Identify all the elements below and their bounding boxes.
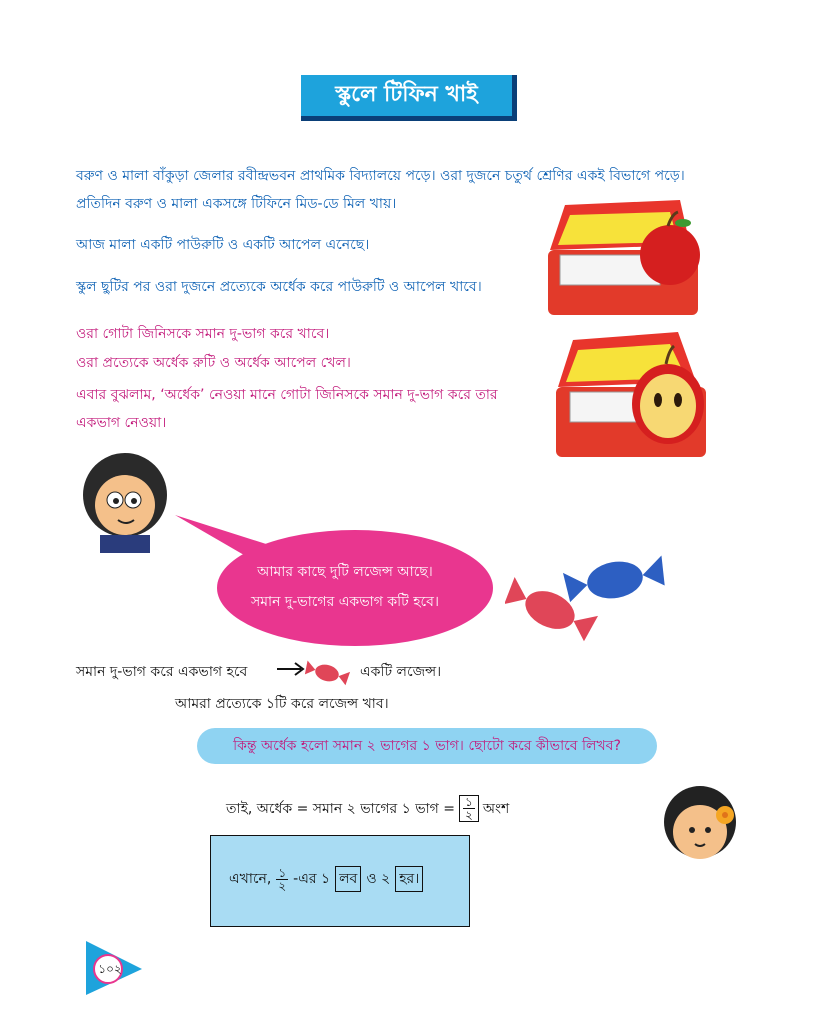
definition-mid-2: ও ২	[366, 871, 391, 887]
lunchbox-half-apple-illustration	[548, 322, 718, 467]
denominator-term-box: হর।	[395, 866, 423, 892]
definition-fraction	[276, 867, 288, 892]
magenta-line-2: ওরা প্রত্যেকে অর্ধেক রুটি ও অর্ধেক আপেল খেল।	[76, 355, 351, 371]
magenta-line-1: ওরা গোটা জিনিসকে সমান দু-ভাগ করে খাবে।	[76, 326, 330, 342]
definition-denominator: ২	[278, 878, 287, 893]
candies-illustration	[505, 550, 685, 650]
answer-line-2: আমরা প্রত্যেকে ১টি করে লজেন্স খাব।	[175, 696, 389, 712]
fraction-numerator: ১	[463, 796, 475, 809]
intro-line-2: প্রতিদিন বরুণ ও মালা একসঙ্গে টিফিনে মিড-ডে মিল খায়।	[76, 196, 397, 212]
page-number: ১০২	[98, 962, 122, 976]
magenta-line-4: একভাগ নেওয়া।	[76, 415, 167, 431]
fraction-denominator: ২	[465, 808, 473, 822]
magenta-line-3: এবার বুঝলাম, ‘অর্ধেক’ নেওয়া মানে গোটা জিনিসকে সমান দু-ভাগ করে তার	[76, 387, 498, 403]
boy-character-illustration	[70, 445, 180, 555]
girl-character-illustration	[655, 780, 750, 875]
bubble-line-2: সমান দু-ভাগের একভাগ কটি হবে।	[251, 594, 439, 610]
definition-box	[210, 835, 470, 927]
arrow-candy-icon	[275, 655, 353, 687]
answer-part-1: সমান দু-ভাগ করে একভাগ হবে	[76, 664, 248, 680]
definition-mid-1: -এর ১	[293, 871, 331, 887]
lunchbox-bread-apple-illustration	[540, 190, 710, 325]
half-fraction	[459, 795, 479, 822]
numerator-term-box: লব	[335, 866, 361, 892]
intro-line-1: বরুণ ও মালা বাঁকুড়া জেলার রবীন্দ্রভবন প্রাথমিক বিদ্যালয়ে পড়ে। ওরা দুজনে চতুর্থ শ্রেণির একই বিভাগে পড়ে।	[76, 168, 685, 184]
page-title: স্কুলে টিফিন খাই	[301, 75, 517, 121]
formula-text: তাই, অর্ধেক = সমান ২ ভাগের ১ ভাগ =	[226, 800, 456, 817]
definition-prefix: এখানে,	[229, 871, 272, 887]
bubble-line-1: আমার কাছে দুটি লজেন্স আছে।	[257, 564, 433, 580]
definition-numerator: ১	[276, 867, 288, 880]
intro-line-3: আজ মালা একটি পাউরুটি ও একটি আপেল এনেছে।	[76, 237, 370, 253]
intro-line-4: স্কুল ছুটির পর ওরা দুজনে প্রত্যেকে অর্ধেক করে পাউরুটি ও আপেল খাবে।	[76, 279, 482, 295]
question-pill: কিন্তু অর্ধেক হলো সমান ২ ভাগের ১ ভাগ। ছোটো করে কীভাবে লিখব?	[197, 728, 657, 764]
formula-suffix: অংশ	[482, 800, 510, 817]
answer-part-2: একটি লজেন্স।	[360, 664, 442, 680]
